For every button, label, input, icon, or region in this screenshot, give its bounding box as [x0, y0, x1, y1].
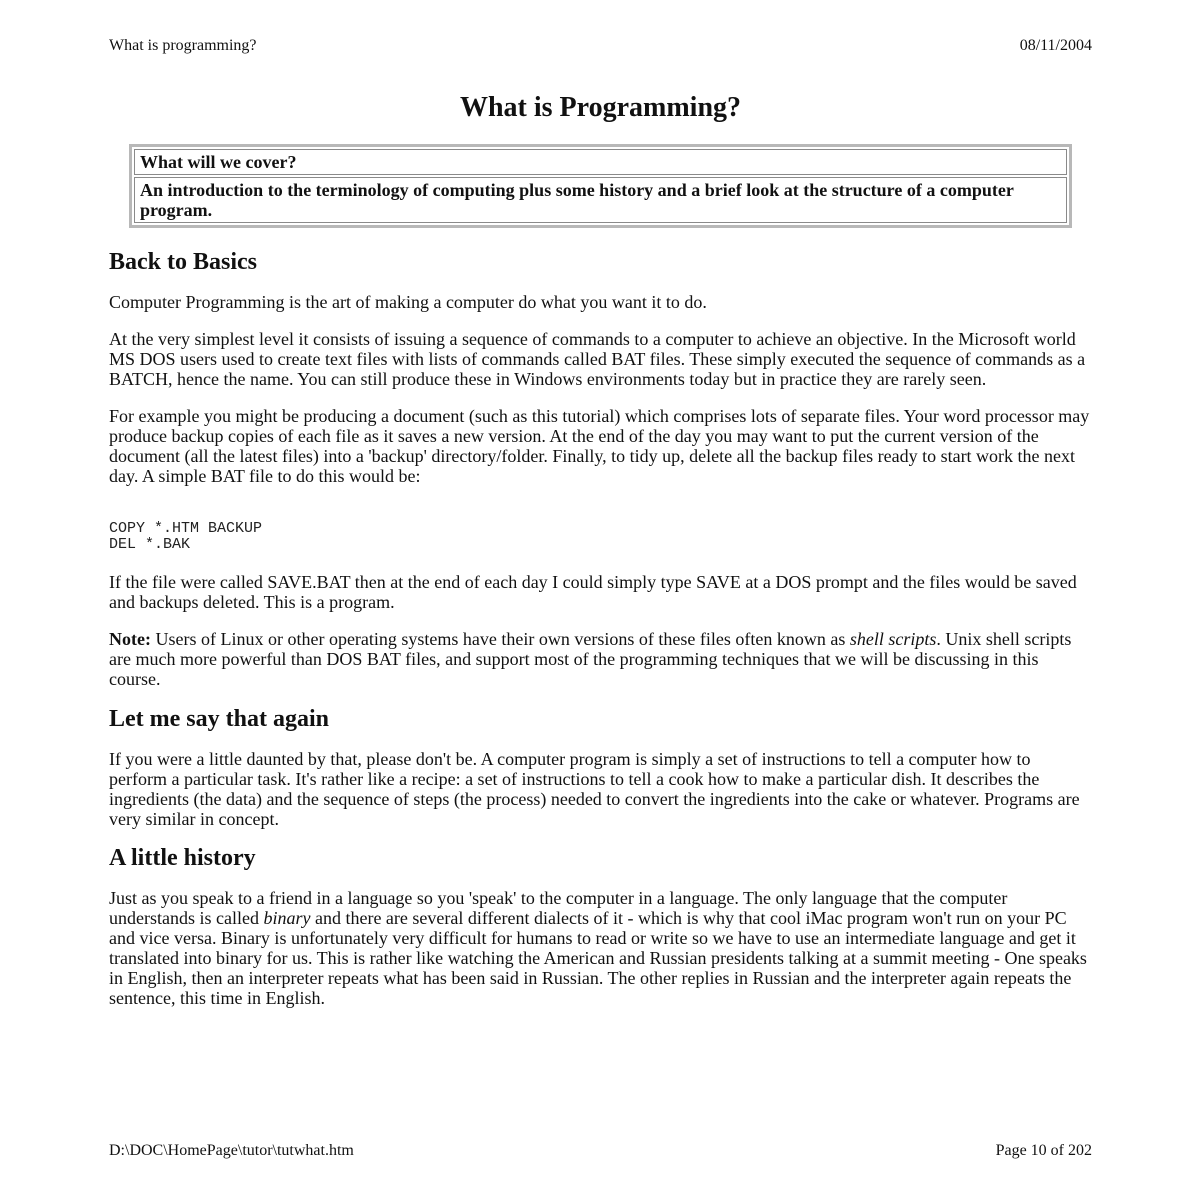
code-block: COPY *.HTM BACKUP DEL *.BAK: [109, 520, 263, 553]
history-text: Just as you speak to a friend in a language so you 'speak' to the computer in a language. The only language that the computer understands is called: [109, 888, 1008, 928]
cover-heading: What will we cover?: [134, 149, 1067, 175]
paragraph: At the very simplest level it consists of issuing a sequence of commands to a computer to achieve an objective. In the Microsoft world MS DOS users used to create text files with lists of commands called BAT files. These simply executed the sequence of commands as a BATCH, hence the name. You can still produce these in Windows environments today but in practice they are rarely seen.: [109, 329, 1086, 389]
paragraph: If the file were called SAVE.BAT then at the end of each day I could simply type SAVE at a DOS prompt and the files would be saved and backups deleted. This is a program.: [109, 572, 1077, 612]
page-title: What is Programming?: [459, 92, 742, 123]
section-heading-say-again: Let me say that again: [109, 706, 329, 732]
footer-path: D:\DOC\HomePage\tutor\tutwhat.htm: [109, 1142, 354, 1159]
note-emphasis: shell scripts: [849, 629, 937, 649]
paragraph: [109, 888, 1092, 1008]
cover-text: An introduction to the terminology of computing plus some history and a brief look at the structure of a computer program.: [134, 177, 1067, 223]
note-label: Note:: [109, 629, 151, 649]
page-header: [109, 37, 1092, 55]
page-footer: [109, 1142, 1092, 1160]
header-title: What is programming?: [109, 37, 257, 54]
cover-table: [129, 144, 1072, 228]
paragraph: Computer Programming is the art of making a computer do what you want it to do.: [109, 292, 707, 312]
header-date: 08/11/2004: [1019, 37, 1092, 54]
history-emphasis: binary: [263, 908, 311, 928]
paragraph: If you were a little daunted by that, please don't be. A computer program is simply a set of instructions to tell a computer how to perform a particular task. It's rather like a recipe: a set of instructions to tell a cook how to make a particular dish. It describes the ingredients (the data) and the sequence of steps (the process) needed to convert the ingredients into the cake or whatever. Programs are very similar in concept.: [109, 749, 1080, 829]
note-text: Users of Linux or other operating systems have their own versions of these files often known as: [150, 629, 850, 649]
section-heading-history: A little history: [109, 845, 256, 871]
document-body: [109, 92, 1092, 1008]
section-heading-back-to-basics: Back to Basics: [109, 249, 258, 275]
history-text: and there are several different dialects of it - which is why that cool iMac program won't run on your PC and vice versa. Binary is unfortunately very difficult for humans to read or write so we have to use an intermediate language and get it translated into binary for us. This is rather like watching the American and Russian presidents talking at a summit meeting - One speaks in English, then an interpreter repeats what has been said in Russian. The other replies in Russian and the interpreter again repeats the sentence, this time in English.: [109, 908, 1087, 1008]
note-paragraph: [109, 629, 1092, 689]
note-text: . Unix shell scripts are much more powerful than DOS BAT files, and support most of the programming techniques that we will be discussing in this course.: [109, 629, 1072, 689]
paragraph: For example you might be producing a document (such as this tutorial) which comprises lots of separate files. Your word processor may produce backup copies of each file as it saves a new version. At the end of the day you may want to put the current version of the document (all the latest files) into a 'backup' directory/folder. Finally, to tidy up, delete all the backup files ready to start work the next day. A simple BAT file to do this would be:: [109, 406, 1090, 486]
footer-page-number: Page 10 of 202: [995, 1142, 1092, 1159]
